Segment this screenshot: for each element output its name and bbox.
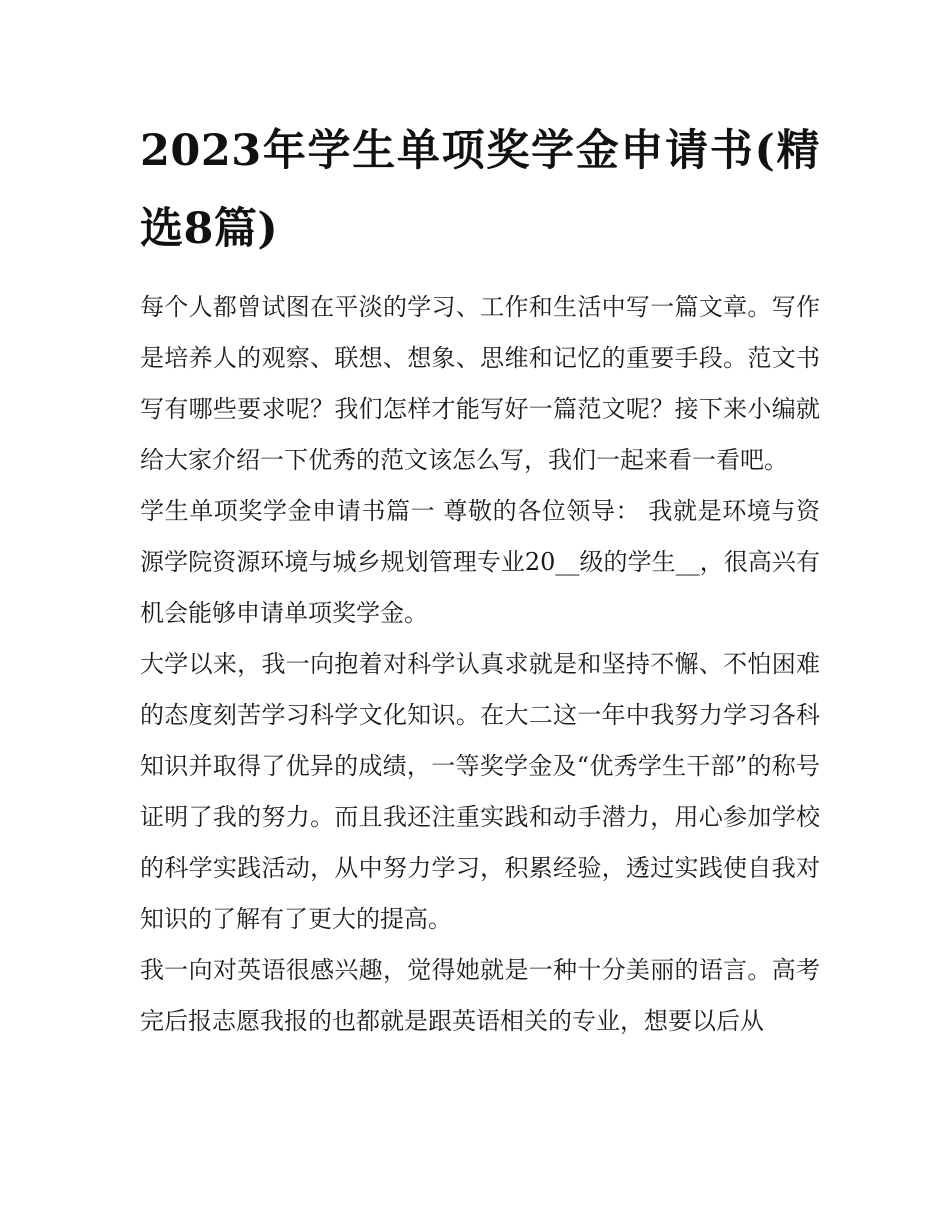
document-title: 2023年学生单项奖学金申请书(精选8篇) <box>140 126 820 254</box>
paragraph-intro: 每个人都曾试图在平淡的学习、工作和生活中写一篇文章。写作是培养人的观察、联想、想象、思维和记忆的重要手段。范文书写有哪些要求呢？我们怎样才能写好一篇范文呢？接下来小编就给大家介绍一下优秀的范文该怎么写，我们一起来看一看吧。 <box>140 293 820 474</box>
document-body <box>140 112 820 1047</box>
paragraph-english: 我一向对英语很感兴趣，觉得她就是一种十分美丽的语言。高考完后报志愿我报的也都就是跟英语相关的专业，想要以后从 <box>140 956 820 1035</box>
paragraph-greeting: 学生单项奖学金申请书篇一 尊敬的各位领导： 我就是环境与资源学院资源环境与城乡规划管理专业20__级的学生__，很高兴有机会能够申请单项奖学金。 <box>140 497 820 627</box>
paragraph-study: 大学以来，我一向抱着对科学认真求就是和坚持不懈、不怕困难的态度刻苦学习科学文化知识。在大二这一年中我努力学习各科知识并取得了优异的成绩，一等奖学金及“优秀学生干部”的称号证明了我的努力。而且我还注重实践和动手潜力，用心参加学校的科学实践活动，从中努力学习，积累经验，透过实践使自我对知识的了解有了更大的提高。 <box>140 650 820 933</box>
